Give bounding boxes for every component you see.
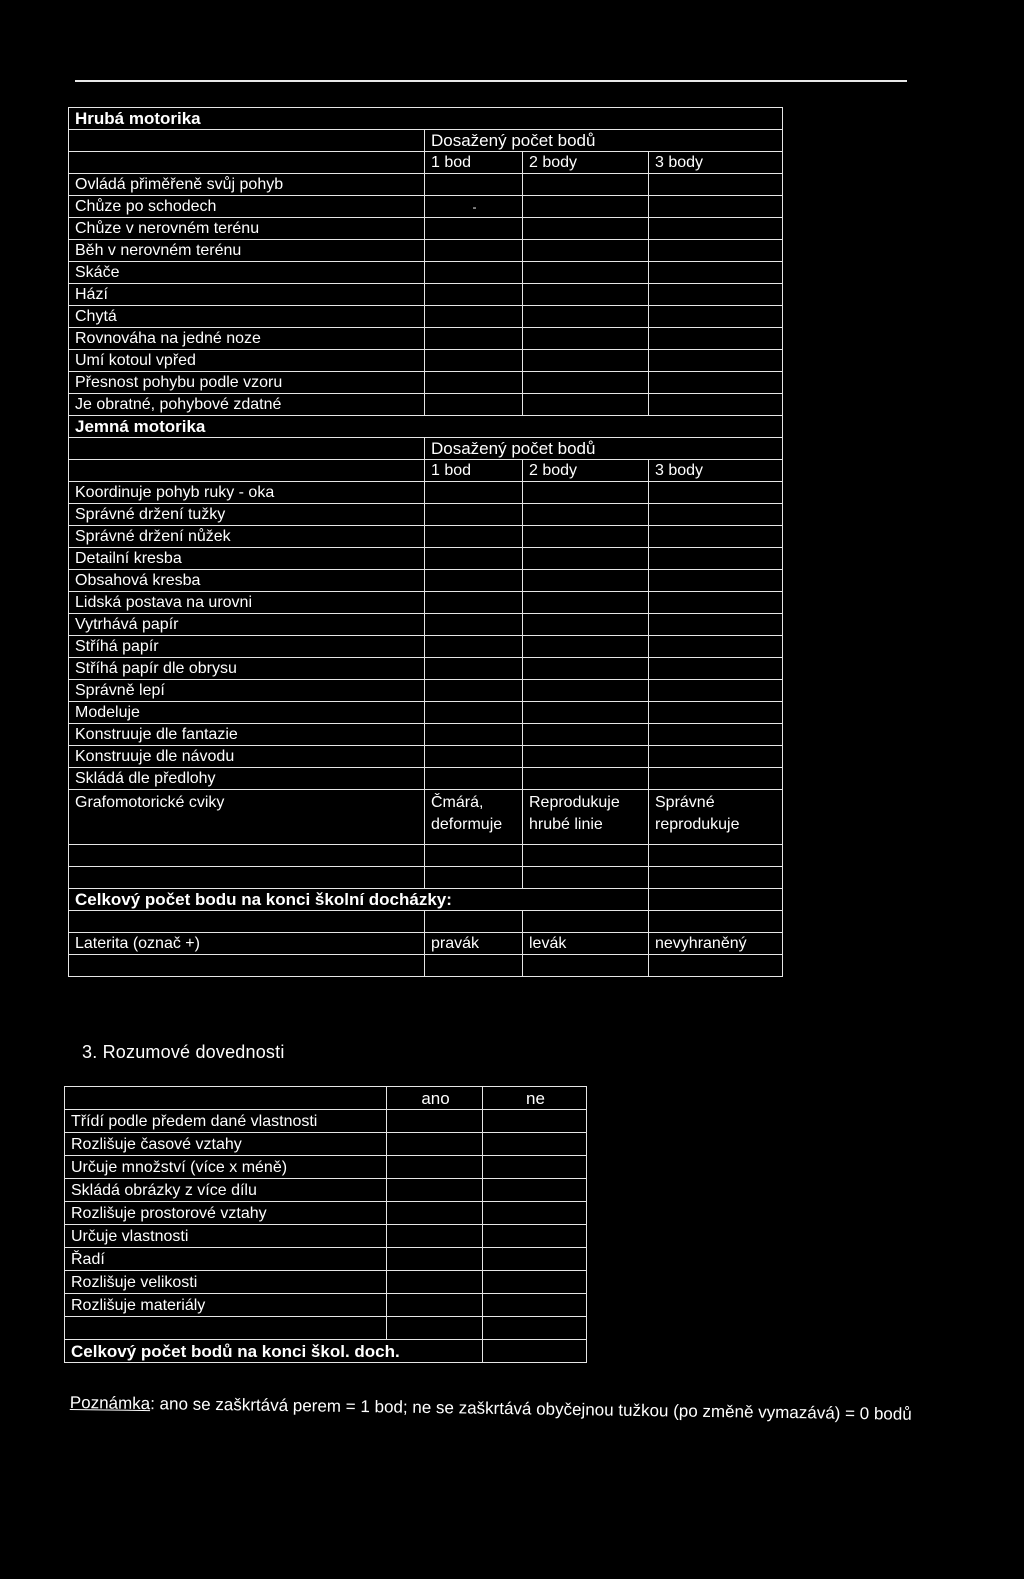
- fine-skill-row: [69, 746, 783, 768]
- score-2-cell[interactable]: [523, 372, 649, 394]
- note-label: Poznámka: [69, 1392, 151, 1414]
- blank-cell: [69, 460, 425, 482]
- score-3-cell[interactable]: [649, 196, 783, 218]
- gross-skill-row: [69, 372, 783, 394]
- score-3-cell[interactable]: [649, 350, 783, 372]
- col-2-body: 2 body: [523, 152, 649, 174]
- score-3-cell[interactable]: [649, 284, 783, 306]
- blank-row: [69, 867, 783, 889]
- skill-label: Hází: [69, 284, 425, 306]
- score-1-cell[interactable]: [425, 284, 523, 306]
- score-2-cell[interactable]: [523, 746, 649, 768]
- blank-cell: [69, 955, 425, 977]
- blank-cell: [483, 1317, 587, 1340]
- cognitive-skill-label: Řadí: [65, 1248, 387, 1271]
- fine-skill-row: [69, 570, 783, 592]
- col-1-bod: 1 bod: [425, 460, 523, 482]
- score-1-cell[interactable]: [425, 592, 523, 614]
- laterality-mark-cell[interactable]: [425, 955, 523, 977]
- cognitive-skill-row: [65, 1271, 587, 1294]
- ano-cell[interactable]: [387, 1225, 483, 1248]
- skill-label: Chytá: [69, 306, 425, 328]
- cognitive-skill-row: [65, 1156, 587, 1179]
- score-2-cell[interactable]: [523, 658, 649, 680]
- score-1-cell[interactable]: [425, 636, 523, 658]
- blank-cell: [69, 438, 425, 460]
- skill-label: Stříhá papír dle obrysu: [69, 658, 425, 680]
- blank-row: [65, 1317, 587, 1340]
- skill-label: Chůze po schodech: [69, 196, 425, 218]
- fine-motor-title: Jemná motorika: [69, 416, 783, 438]
- blank-cell[interactable]: [523, 867, 649, 889]
- skill-label: Přesnost pohybu podle vzoru: [69, 372, 425, 394]
- skill-label: Obsahová kresba: [69, 570, 425, 592]
- cognitive-skill-row: [65, 1133, 587, 1156]
- fine-skill-row: [69, 548, 783, 570]
- score-2-cell[interactable]: [523, 240, 649, 262]
- score-1-cell[interactable]: [425, 680, 523, 702]
- blank-cell[interactable]: [523, 845, 649, 867]
- skill-label: Detailní kresba: [69, 548, 425, 570]
- grafo-level-1: Čmárá, deformuje: [425, 790, 523, 845]
- gross-points-header: Dosažený počet bodů: [425, 130, 783, 152]
- laterality-row: [69, 933, 783, 955]
- score-1-cell[interactable]: [425, 328, 523, 350]
- skill-label: Skáče: [69, 262, 425, 284]
- score-1-cell[interactable]: [425, 218, 523, 240]
- laterality-left[interactable]: levák: [523, 933, 649, 955]
- gross-motor-title: Hrubá motorika: [69, 108, 783, 130]
- score-1-cell[interactable]: [425, 702, 523, 724]
- score-2-cell[interactable]: [523, 504, 649, 526]
- col-1-bod: 1 bod: [425, 152, 523, 174]
- skill-label: Stříhá papír: [69, 636, 425, 658]
- cognitive-skill-row: [65, 1294, 587, 1317]
- score-3-cell[interactable]: [649, 570, 783, 592]
- score-3-cell[interactable]: [649, 526, 783, 548]
- ano-cell[interactable]: [387, 1271, 483, 1294]
- score-3-cell[interactable]: [649, 504, 783, 526]
- total-points-row: [69, 889, 783, 911]
- score-3-cell[interactable]: [649, 680, 783, 702]
- skill-label: Správně lepí: [69, 680, 425, 702]
- blank-cell: [69, 911, 425, 933]
- score-1-cell[interactable]: [425, 526, 523, 548]
- cognitive-total-label: Celkový počet bodů na konci škol. doch.: [65, 1340, 483, 1363]
- skill-label: Konstruuje dle fantazie: [69, 724, 425, 746]
- note-text: : ano se zaškrtává perem = 1 bod; ne se zaškrtává obyčejnou tužkou (po změně vymazává) = 0 bodů: [150, 1394, 912, 1424]
- fine-title-row: [69, 416, 783, 438]
- score-1-cell[interactable]: [425, 240, 523, 262]
- score-1-cell[interactable]: [425, 548, 523, 570]
- blank-row: [69, 845, 783, 867]
- blank-cell: [69, 152, 425, 174]
- fine-skill-row: [69, 592, 783, 614]
- ano-cell[interactable]: [387, 1202, 483, 1225]
- blank-cell: [69, 130, 425, 152]
- laterality-mark-cell[interactable]: [649, 955, 783, 977]
- skill-label: Správné držení nůžek: [69, 526, 425, 548]
- laterality-undecided[interactable]: nevyhraněný: [649, 933, 783, 955]
- score-3-cell[interactable]: [649, 372, 783, 394]
- score-2-cell[interactable]: [523, 174, 649, 196]
- score-2-cell[interactable]: [523, 306, 649, 328]
- score-1-cell[interactable]: [425, 262, 523, 284]
- col-3-body: 3 body: [649, 152, 783, 174]
- score-2-cell[interactable]: [523, 526, 649, 548]
- score-3-cell[interactable]: [649, 658, 783, 680]
- score-3-cell[interactable]: [649, 262, 783, 284]
- blank-cell: [649, 911, 783, 933]
- score-2-cell[interactable]: [523, 394, 649, 416]
- grafo-level-3: Správné reprodukuje: [649, 790, 783, 845]
- score-1-cell[interactable]: [425, 658, 523, 680]
- fine-points-header: Dosažený počet bodů: [425, 438, 783, 460]
- motor-skills-table: [68, 107, 783, 977]
- score-3-cell[interactable]: [649, 636, 783, 658]
- fine-columns-row: [69, 460, 783, 482]
- cognitive-total-row: [65, 1340, 587, 1363]
- skill-label: Vytrhává papír: [69, 614, 425, 636]
- blank-cell: [69, 867, 425, 889]
- cognitive-skill-label: Rozlišuje velikosti: [65, 1271, 387, 1294]
- blank-cell: [387, 1317, 483, 1340]
- cognitive-skill-label: Rozlišuje prostorové vztahy: [65, 1202, 387, 1225]
- laterality-label: Laterita (označ +): [69, 933, 425, 955]
- ne-cell[interactable]: [483, 1179, 587, 1202]
- score-3-cell[interactable]: [649, 592, 783, 614]
- score-1-cell[interactable]: [425, 350, 523, 372]
- score-3-cell[interactable]: [649, 394, 783, 416]
- motor-skills-body: [69, 108, 783, 977]
- fine-skill-row: [69, 702, 783, 724]
- ne-cell[interactable]: [483, 1271, 587, 1294]
- ne-cell[interactable]: [483, 1294, 587, 1317]
- ne-cell[interactable]: [483, 1225, 587, 1248]
- score-2-cell[interactable]: [523, 724, 649, 746]
- ano-cell[interactable]: [387, 1156, 483, 1179]
- score-2-cell[interactable]: [523, 482, 649, 504]
- gross-skill-row: [69, 218, 783, 240]
- cognitive-header-row: [65, 1087, 587, 1110]
- score-3-cell[interactable]: [649, 328, 783, 350]
- score-2-cell[interactable]: [523, 702, 649, 724]
- total-points-cell[interactable]: [649, 889, 783, 911]
- fine-skill-row: [69, 482, 783, 504]
- score-1-cell[interactable]: [425, 394, 523, 416]
- ne-cell[interactable]: [483, 1156, 587, 1179]
- score-3-cell[interactable]: [649, 614, 783, 636]
- cognitive-skill-row: [65, 1248, 587, 1271]
- score-1-cell[interactable]: [425, 306, 523, 328]
- top-rule: [75, 80, 907, 82]
- col-ne: ne: [483, 1087, 587, 1110]
- gross-skill-row: [69, 394, 783, 416]
- fine-skill-row: [69, 526, 783, 548]
- cognitive-skill-label: Určuje množství (více x méně): [65, 1156, 387, 1179]
- ne-cell[interactable]: [483, 1202, 587, 1225]
- total-points-label: Celkový počet bodu na konci školní docházky:: [69, 889, 649, 911]
- cognitive-skill-label: Určuje vlastnosti: [65, 1225, 387, 1248]
- gross-columns-row: [69, 152, 783, 174]
- ne-cell[interactable]: [483, 1133, 587, 1156]
- skill-label: Koordinuje pohyb ruky - oka: [69, 482, 425, 504]
- skill-label: Ovládá přiměřeně svůj pohyb: [69, 174, 425, 196]
- score-2-cell[interactable]: [523, 680, 649, 702]
- score-2-cell[interactable]: [523, 350, 649, 372]
- score-2-cell[interactable]: [523, 218, 649, 240]
- gross-skill-row: [69, 306, 783, 328]
- score-3-cell[interactable]: [649, 240, 783, 262]
- score-2-cell[interactable]: [523, 570, 649, 592]
- gross-skill-row: [69, 328, 783, 350]
- score-1-cell[interactable]: [425, 724, 523, 746]
- ano-cell[interactable]: [387, 1110, 483, 1133]
- laterality-right[interactable]: pravák: [425, 933, 523, 955]
- ne-cell[interactable]: [483, 1110, 587, 1133]
- gross-skill-row: [69, 350, 783, 372]
- cognitive-skill-row: [65, 1110, 587, 1133]
- laterality-mark-cell[interactable]: [523, 955, 649, 977]
- score-2-cell[interactable]: [523, 614, 649, 636]
- col-ano: ano: [387, 1087, 483, 1110]
- blank-cell[interactable]: [425, 867, 523, 889]
- score-3-cell[interactable]: [649, 768, 783, 790]
- gross-skill-row: [69, 284, 783, 306]
- cognitive-skill-row: [65, 1225, 587, 1248]
- gross-points-header-row: [69, 130, 783, 152]
- score-3-cell[interactable]: [649, 746, 783, 768]
- cognitive-skill-label: Rozlišuje materiály: [65, 1294, 387, 1317]
- cognitive-skill-label: Třídí podle předem dané vlastnosti: [65, 1110, 387, 1133]
- grafo-level-2: Reprodukuje hrubé linie: [523, 790, 649, 845]
- cognitive-section-title: 3. Rozumové dovednosti: [82, 1042, 285, 1062]
- fine-skill-row: [69, 724, 783, 746]
- note: [70, 1392, 950, 1425]
- blank-cell[interactable]: [425, 845, 523, 867]
- score-1-cell[interactable]: [425, 768, 523, 790]
- score-1-cell[interactable]: [425, 570, 523, 592]
- score-3-cell[interactable]: [649, 702, 783, 724]
- score-2-cell[interactable]: [523, 768, 649, 790]
- cognitive-skills-table: [64, 1086, 587, 1363]
- ano-cell[interactable]: [387, 1133, 483, 1156]
- score-1-cell[interactable]: [425, 504, 523, 526]
- fine-skill-row: [69, 636, 783, 658]
- blank-row: [69, 955, 783, 977]
- cognitive-total-cell[interactable]: [483, 1340, 587, 1363]
- cognitive-skill-label: Rozlišuje časové vztahy: [65, 1133, 387, 1156]
- gross-skill-row: [69, 196, 783, 218]
- blank-cell: [425, 911, 523, 933]
- fine-skill-row: [69, 504, 783, 526]
- score-3-cell[interactable]: [649, 306, 783, 328]
- cognitive-skills-body: [65, 1087, 587, 1363]
- score-2-cell[interactable]: [523, 328, 649, 350]
- score-1-cell[interactable]: [425, 482, 523, 504]
- blank-cell: [65, 1317, 387, 1340]
- score-2-cell[interactable]: [523, 196, 649, 218]
- blank-cell: [65, 1087, 387, 1110]
- score-1-cell[interactable]: [425, 614, 523, 636]
- score-3-cell[interactable]: [649, 548, 783, 570]
- gross-skill-row: [69, 174, 783, 196]
- skill-label: Rovnováha na jedné noze: [69, 328, 425, 350]
- score-1-cell[interactable]: [425, 372, 523, 394]
- score-3-cell[interactable]: [649, 174, 783, 196]
- fine-skill-row: [69, 768, 783, 790]
- skill-label: Chůze v nerovném terénu: [69, 218, 425, 240]
- blank-cell[interactable]: [649, 845, 783, 867]
- score-3-cell[interactable]: [649, 482, 783, 504]
- score-1-cell[interactable]: [425, 746, 523, 768]
- score-2-cell[interactable]: [523, 548, 649, 570]
- ne-cell[interactable]: [483, 1248, 587, 1271]
- skill-label: Je obratné, pohybové zdatné: [69, 394, 425, 416]
- ano-cell[interactable]: [387, 1248, 483, 1271]
- score-3-cell[interactable]: [649, 724, 783, 746]
- grafomotor-row: [69, 790, 783, 845]
- skill-label: Správné držení tužky: [69, 504, 425, 526]
- skill-label: Konstruuje dle návodu: [69, 746, 425, 768]
- col-3-body: 3 body: [649, 460, 783, 482]
- fine-skill-row: [69, 680, 783, 702]
- score-2-cell[interactable]: [523, 636, 649, 658]
- col-2-body: 2 body: [523, 460, 649, 482]
- blank-cell: [523, 911, 649, 933]
- cognitive-skill-label: Skládá obrázky z více dílu: [65, 1179, 387, 1202]
- ano-cell[interactable]: [387, 1179, 483, 1202]
- gross-skill-row: [69, 262, 783, 284]
- blank-row: [69, 911, 783, 933]
- cognitive-skill-row: [65, 1202, 587, 1225]
- grafomotor-label: Grafomotorické cviky: [69, 790, 425, 845]
- score-2-cell[interactable]: [523, 262, 649, 284]
- skill-label: Lidská postava na urovni: [69, 592, 425, 614]
- cognitive-skill-row: [65, 1179, 587, 1202]
- score-3-cell[interactable]: [649, 218, 783, 240]
- gross-skill-row: [69, 240, 783, 262]
- skill-label: Běh v nerovném terénu: [69, 240, 425, 262]
- ano-cell[interactable]: [387, 1294, 483, 1317]
- skill-label: Modeluje: [69, 702, 425, 724]
- score-2-cell[interactable]: [523, 284, 649, 306]
- skill-label: Umí kotoul vpřed: [69, 350, 425, 372]
- fine-skill-row: [69, 658, 783, 680]
- score-1-cell[interactable]: [425, 174, 523, 196]
- skill-label: Skládá dle předlohy: [69, 768, 425, 790]
- blank-cell[interactable]: [649, 867, 783, 889]
- blank-cell: [69, 845, 425, 867]
- score-1-cell[interactable]: -: [425, 196, 523, 218]
- fine-skill-row: [69, 614, 783, 636]
- score-2-cell[interactable]: [523, 592, 649, 614]
- gross-title-row: [69, 108, 783, 130]
- fine-points-header-row: [69, 438, 783, 460]
